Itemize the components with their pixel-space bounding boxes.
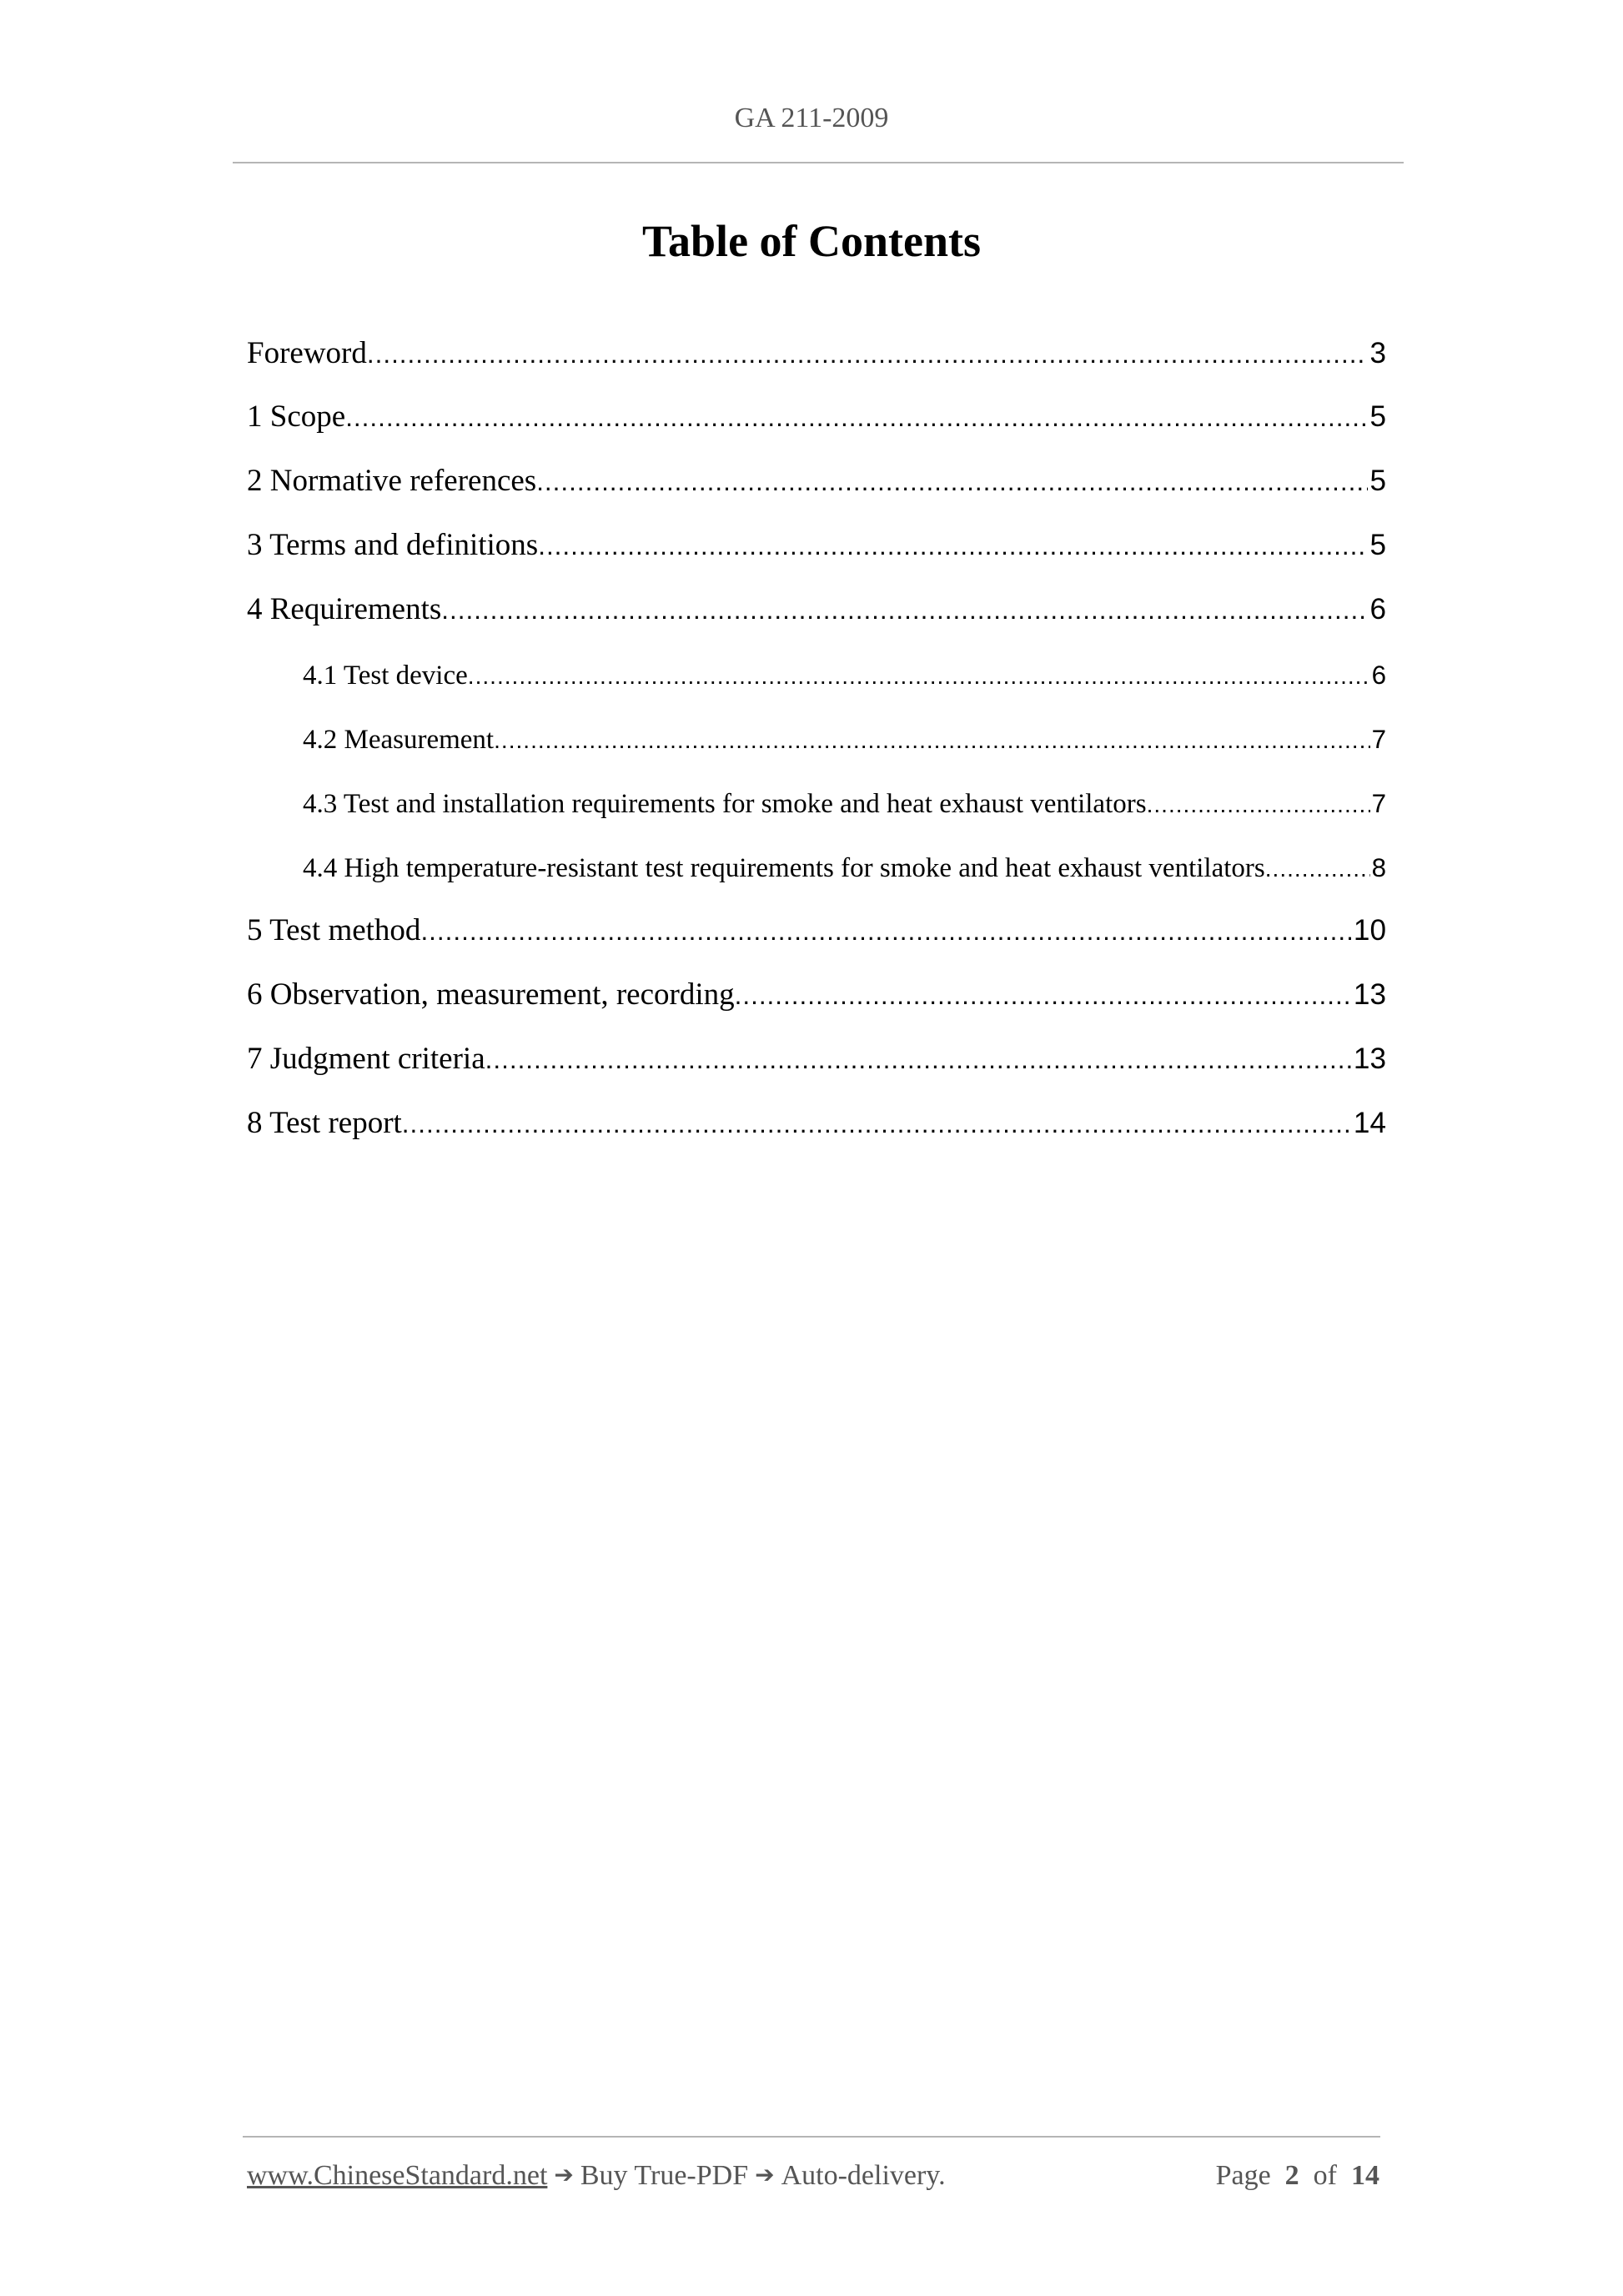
auto-delivery-text: Auto-delivery. [781,2160,946,2191]
toc-entry-label: 2 Normative references [247,464,537,498]
toc-entry-test-device[interactable] [303,661,1386,691]
current-page-number: 2 [1284,2160,1299,2191]
total-page-number: 14 [1351,2160,1379,2191]
toc-leader-dots [420,917,1351,947]
document-id: GA 211-2009 [734,103,889,133]
toc-entry-label: 8 Test report [247,1106,402,1140]
toc-entry-measurement[interactable] [303,725,1386,756]
toc-entry-page: 13 [1353,1042,1386,1075]
toc-entry-test-method[interactable] [247,912,1386,948]
toc-entry-terms-and-definitions[interactable] [247,527,1386,563]
toc-entry-label: 6 Observation, measurement, recording [247,977,735,1012]
toc-entry-page: 6 [1369,593,1386,625]
toc-entry-judgment-criteria[interactable] [247,1041,1386,1077]
footer-promo [247,2160,946,2192]
toc-entry-page: 5 [1369,529,1386,561]
toc-entry-high-temperature-test-requirements[interactable] [303,853,1386,884]
toc-leader-dots [538,531,1368,561]
toc-entry-page: 5 [1369,465,1386,497]
toc-entry-page: 7 [1371,725,1386,754]
toc-leader-dots [485,1045,1352,1075]
toc-entry-test-report[interactable] [247,1105,1386,1141]
toc-entry-page: 8 [1371,853,1386,882]
toc-entry-normative-references[interactable] [247,463,1386,499]
toc-entry-scope[interactable] [247,399,1386,435]
toc-leader-dots [536,467,1368,497]
toc-leader-dots [367,339,1369,369]
page-word: Page [1215,2160,1271,2191]
toc-entry-label: 4.3 Test and installation requirements for smoke and heat exhaust ventilators [303,789,1147,819]
toc-entry-label: 4.2 Measurement [303,725,495,755]
toc-leader-dots [494,727,1369,754]
toc-entry-page: 7 [1371,789,1386,818]
toc-entry-requirements[interactable] [247,591,1386,627]
header-divider [233,162,1404,163]
website-link[interactable]: www.ChineseStandard.net [247,2160,548,2191]
toc-leader-dots [402,1109,1352,1139]
toc-entry-label: 4.4 High temperature-resistant test requirements for smoke and heat exhaust ventilators [303,853,1265,883]
toc-entry-label: 3 Terms and definitions [247,528,539,562]
toc-leader-dots [1265,856,1370,882]
page-footer [247,2160,1379,2202]
right-arrow-icon: ➔ [554,2161,574,2188]
toc-entry-page: 13 [1353,978,1386,1011]
toc-entry-test-and-installation-requirements[interactable] [303,789,1386,820]
toc-title: Table of Contents [641,216,982,266]
toc-leader-dots [441,595,1368,625]
toc-leader-dots [735,981,1352,1011]
toc-leader-dots [468,663,1370,690]
toc-entry-page: 3 [1369,337,1386,369]
toc-entry-label: 4 Requirements [247,592,442,626]
toc-entry-page: 14 [1353,1107,1386,1139]
toc-entry-label: 5 Test method [247,913,421,947]
toc-entry-page: 10 [1353,914,1386,947]
toc-entry-label: 7 Judgment criteria [247,1042,485,1076]
toc-entry-observation-measurement-recording[interactable] [247,977,1386,1012]
toc-entry-label: 4.1 Test device [303,661,468,691]
footer-divider [243,2136,1380,2138]
toc-entry-label: 1 Scope [247,399,346,434]
toc-entry-page: 6 [1371,661,1386,690]
right-arrow-icon: ➔ [755,2161,775,2188]
of-word: of [1313,2160,1337,2191]
buy-true-pdf-text: Buy True-PDF [580,2160,749,2191]
toc-leader-dots [1147,791,1370,818]
toc-entry-page: 5 [1369,400,1386,433]
toc-leader-dots [345,403,1368,433]
page-number [1216,2160,1379,2192]
toc-entry-foreword[interactable] [247,335,1386,371]
toc-entry-label: Foreword [247,336,367,370]
